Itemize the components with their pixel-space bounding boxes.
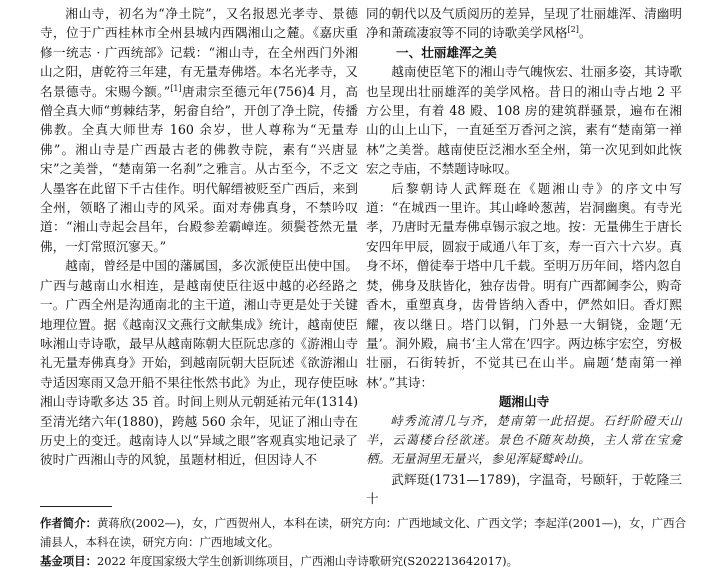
- citation-ref: [1]: [170, 83, 182, 93]
- footnotes: [40, 514, 686, 571]
- body-paragraph: 越南，曾经是中国的藩属国，多次派使臣出使中国。广西与越南山水相连，是越南使臣往返中越的必经路之一。广西全州是沟通南北的主干道，湘山寺更是处于关键地理位置。据《越南汉文燕行文献集成》统计，越南使臣咏湘山寺诗歌，最早从越南陈朝大臣阮忠彦的《游湘山寺礼无量寿佛真身》开始，到越南阮朝大臣阮述《欲游湘山寺适因寒雨又急开船不果往怅然书此》为止，现存使臣咏湘山寺诗歌多达 35 首。时间上则从元朝延祐元年(1314)至清光绪六年(1880)，跨越 560 余年，见证了湘山寺在历史上的变迁。越南诗人以“异域之眼”客观真实地记录了彼时广西湘山寺的风貌，虽题材相近，但因诗人不: [40, 258, 358, 468]
- body-paragraph: 武辉珽(1731—1789)，字温奇，号颐轩，于乾隆三十: [366, 471, 682, 507]
- citation-ref: [2]: [567, 25, 579, 35]
- author-note-label: 作者简介：: [40, 516, 98, 530]
- paragraph-text: 唐肃宗至德元年(756)4 月，高僧全真大师“剪棘结茅，躬畲自给”，开创了净土院，传播佛教。全真大师世寿 160 余岁，世人尊称为“无量寿佛”。湘山寺是广西最古老的佛教寺院，素有“兴唐显宋”之美誉，“楚南第一名刹”之雅言。从古至今，不乏文人墨客在此留下千古佳作。明代解缙被贬至广西后，来到全州，领略了湘山寺的风采。面对寿佛真身，不禁吟叹道：“湘山寺起会昌年，台殿参差霸嶂连。须鬓苍然无量佛，一灯常照沉寥天。”: [40, 83, 358, 254]
- right-column: [366, 4, 682, 509]
- section-heading: 一、壮丽雄浑之美: [396, 44, 497, 60]
- fund-note-text: 2022 年度国家级大学生创新训练项目，广西湘山寺诗歌研究(S202213642017)。: [96, 554, 519, 568]
- footnote-divider: [40, 506, 112, 507]
- poem-text: 峙秀流清几与齐，楚南第一此招提。石纡阶磴天山半，云蔼楼台径欲迷。景色不随灰劫换，主人常在宝龛栖。无量洞里无量兴，参见浑疑鹫岭山。: [366, 413, 682, 467]
- fund-note: [40, 552, 686, 571]
- paragraph-text: 。: [578, 25, 592, 41]
- paragraph-text: 同的朝代以及气质阅历的差异，呈现了壮丽雄浑、清幽明净和萧疏凄寂等不同的诗歌美学风格: [366, 6, 682, 41]
- author-note: [40, 514, 686, 552]
- author-note-text: 黄蒋欣(2002—)，女，广西贺州人，本科在读，研究方向：广西地域文化、广西文学；李起洋(2001—)，女，广西合浦县人，本科在读，研究方向：广西地域文化。: [40, 516, 686, 549]
- paragraph-text: 湘山寺，初名为“净土院”，又名报恩光孝寺、景德寺，位于广西桂林市全州县城内西隅湘山之麓。《嘉庆重修一统志 · 广西统部》记载：“湘山寺，在全州西门外湘山之阳，唐乾符三年建，有无量寿佛塔。本名光孝寺，又名景德寺。宋赐今额。”: [40, 6, 358, 99]
- body-paragraph: 后黎朝诗人武辉珽在《题湘山寺》的序文中写道：“在城西一里许。其山峰岭葱茜，岩洞幽奥。有寺光孝，乃唐时无量寿佛卓锡示寂之地。按：无量佛生于唐长安四年甲辰，圆寂于咸通八年丁亥，寿一百六十六岁。真身不坏，僧徒奉于塔中几千载。至明万历年间，塔内忽自焚，佛身及肤皆化，独存齿骨。明有广西都阃李公，购奇香木，重塑真身，齿骨皆纳入香中，俨然如旧。香灯熙耀，夜以继日。塔门以铜，门外悬一大铜铙，金题‘无量’。洞外殿，扁书‘主人常在’四字。两边栋宇宏空，穷极壮丽，石街转折，不觉其已在山半。扁题‘楚南第一禅林’。”其诗：: [366, 180, 682, 390]
- body-paragraph: 越南使臣笔下的湘山寺气魄恢宏、壮丽多姿，其诗歌也呈现出壮丽雄浑的美学风格。昔日的湘山寺占地 2 平方公里，有着 48 殿、108 房的建筑群骚景，遍布在湘山的山上山下，一直延至万香河之滨，素有“楚南第一禅林”之美誉。越南使臣泛湘水至全州，第一次见到如此恢宏之寺庙，不禁题诗咏叹。: [366, 64, 682, 177]
- fund-note-label: 基金项目：: [40, 554, 97, 568]
- poem-title: 题湘山寺: [498, 394, 550, 410]
- body-paragraph: [40, 4, 358, 256]
- left-column: [40, 4, 358, 470]
- body-paragraph: [366, 4, 682, 43]
